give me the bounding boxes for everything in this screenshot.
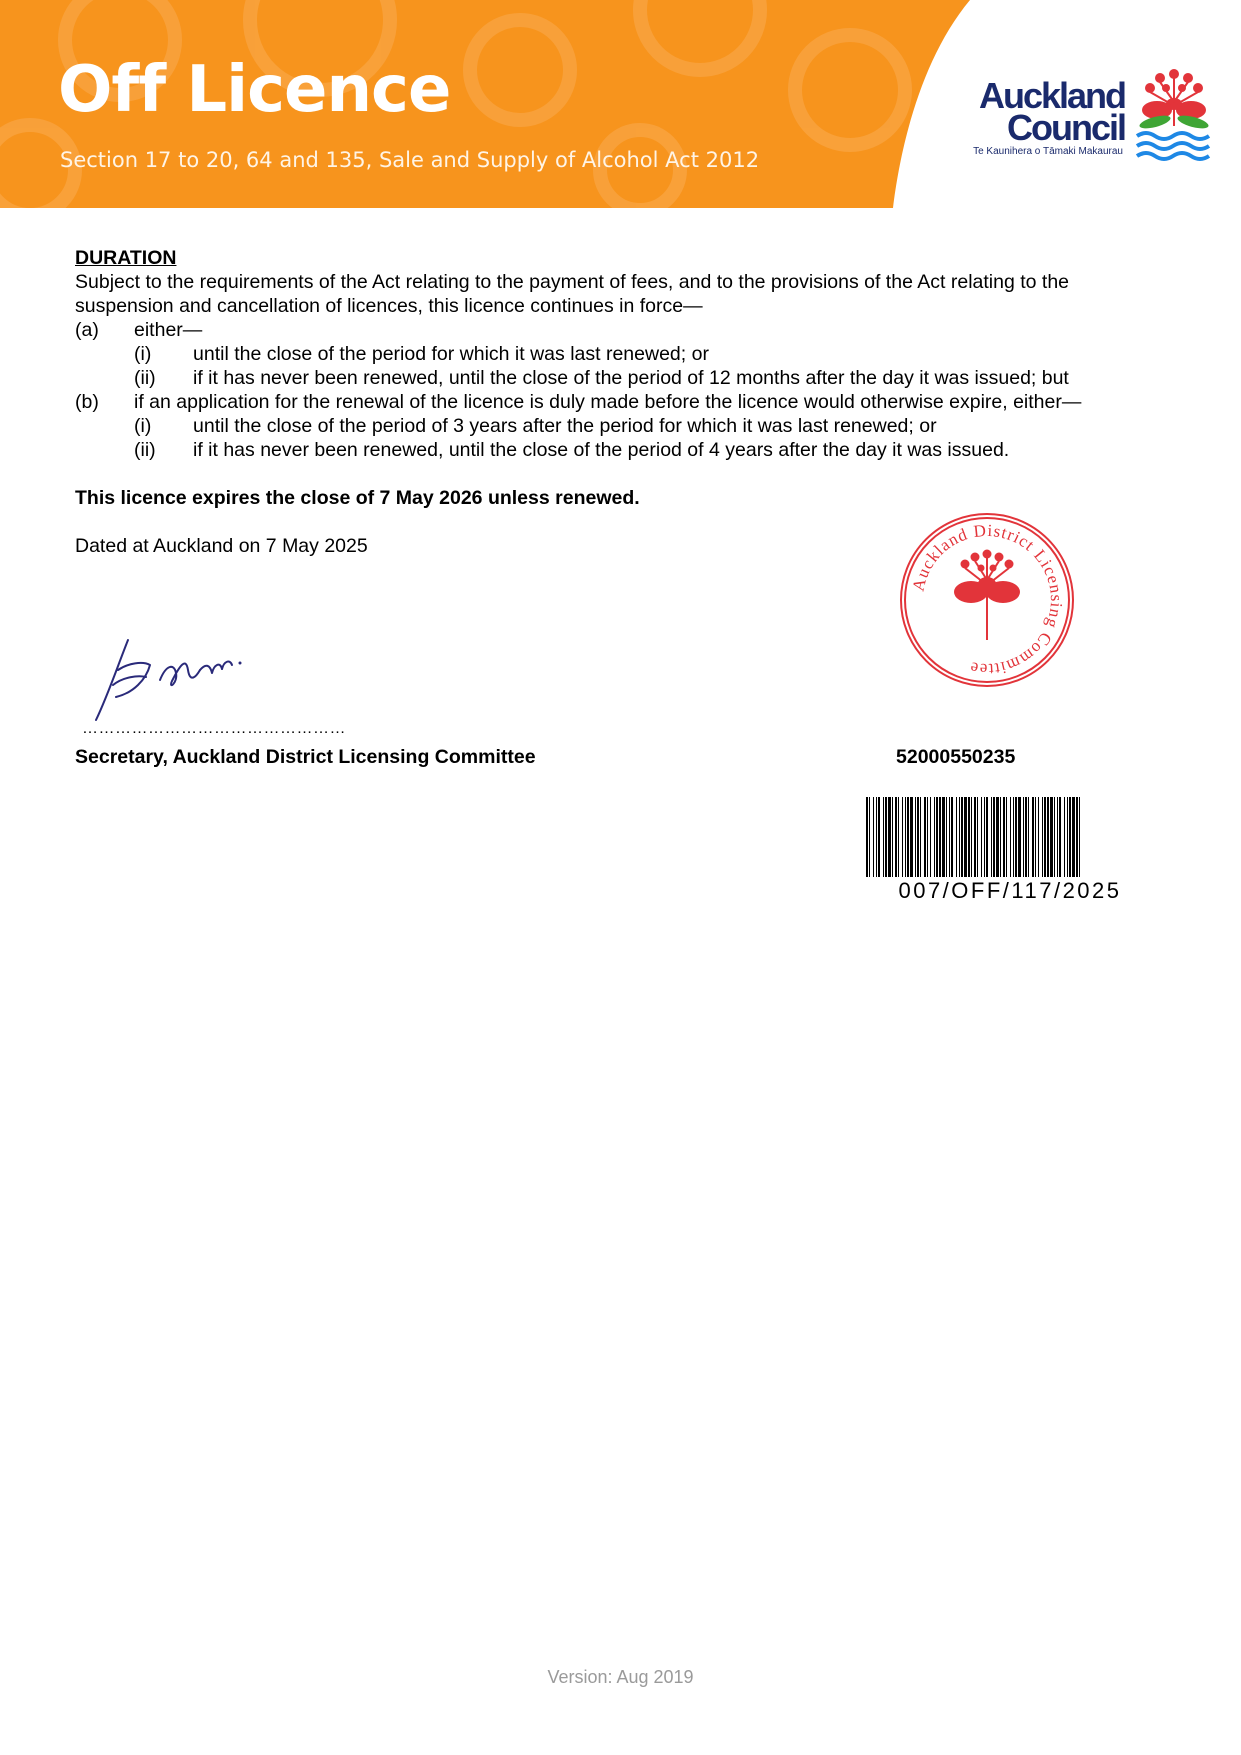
duration-intro-line-2: suspension and cancellation of licences, this licence continues in force—: [75, 295, 703, 317]
page-subtitle: Section 17 to 20, 64 and 135, Sale and Supply of Alcohol Act 2012: [60, 148, 760, 172]
clause-a-ii: [75, 366, 1185, 390]
barcode-bar: [991, 797, 992, 877]
barcode-bar: [878, 797, 880, 877]
barcode-bar: [1035, 797, 1036, 877]
barcode-bar: [1059, 797, 1061, 877]
svg-text:Auckland District Licensing Co: Auckland District Licensing Committee: [908, 520, 1067, 680]
barcode-bar: [934, 797, 935, 877]
barcode-bar: [1023, 797, 1024, 877]
barcode-bar: [956, 797, 957, 877]
clause-b-ii-label: (ii): [134, 439, 156, 461]
clause-b: [75, 390, 1185, 414]
version-footer: Version: Aug 2019: [547, 1667, 694, 1687]
barcode-bar: [1050, 797, 1053, 877]
dated-statement: Dated at Auckland on 7 May 2025: [75, 535, 368, 557]
barcode-bar: [1069, 797, 1071, 877]
barcode-bar: [873, 797, 874, 877]
clause-a-i-label: (i): [134, 343, 152, 365]
barcode-bar: [974, 797, 976, 877]
header-banner: [0, 0, 1241, 208]
barcode-bar: [1032, 797, 1034, 877]
barcode-bar: [869, 797, 870, 877]
barcode-bar: [927, 797, 928, 877]
logo-tagline: Te Kaunihera o Tāmaki Makaurau: [973, 146, 1123, 157]
barcode-bar: [971, 797, 972, 877]
barcode-bar: [1038, 797, 1039, 877]
barcode-bar: [968, 797, 970, 877]
logo-line-1: Auckland: [978, 75, 1125, 116]
barcode-bar: [895, 797, 897, 877]
barcode-bar: [959, 797, 960, 877]
barcode-bar: [996, 797, 999, 877]
barcode-bar: [898, 797, 899, 877]
barcode-bar: [1000, 797, 1001, 877]
barcode-bar: [949, 797, 950, 877]
duration-intro-line-1: Subject to the requirements of the Act relating to the payment of fees, and to the provisions of the Act relating to the: [75, 271, 1070, 293]
barcode-bar: [1010, 797, 1011, 877]
barcode-bar: [1064, 797, 1065, 877]
reference-number: 52000550235: [896, 746, 1016, 768]
clause-b-i-text: until the close of the period of 3 years after the period for which it was last renewed; or: [193, 415, 937, 437]
barcode-bar: [1025, 797, 1027, 877]
barcode-bar: [939, 797, 941, 877]
barcode-bar: [1042, 797, 1043, 877]
barcode-bar: [924, 797, 926, 877]
clause-a-ii-text: if it has never been renewed, until the close of the period of 12 months after the day it was issued; but: [193, 367, 1069, 389]
auckland-council-logo: [945, 66, 1215, 166]
barcode-bar: [1079, 797, 1080, 877]
signatory-title: Secretary, Auckland District Licensing Committee: [75, 746, 536, 768]
barcode: [866, 797, 1154, 877]
barcode-bar: [876, 797, 877, 877]
clause-a-label: (a): [75, 319, 99, 341]
barcode-text: 007/OFF/117/2025: [898, 878, 1122, 903]
duration-heading: DURATION: [75, 247, 177, 269]
clause-a: [75, 318, 1185, 342]
barcode-bar: [951, 797, 953, 877]
clause-a-ii-label: (ii): [134, 367, 156, 389]
barcode-bar: [1028, 797, 1029, 877]
clause-a-i-text: until the close of the period for which it was last renewed; or: [193, 343, 709, 365]
barcode-bar: [986, 797, 988, 877]
barcode-bar: [946, 797, 947, 877]
expiry-statement: This licence expires the close of 7 May 2026 unless renewed.: [75, 487, 640, 509]
barcode-bar: [866, 797, 868, 877]
barcode-bar: [1018, 797, 1021, 877]
barcode-bar: [915, 797, 916, 877]
handwritten-signature: [88, 625, 258, 725]
barcode-bar: [1054, 797, 1055, 877]
barcode-bar: [907, 797, 909, 877]
barcode-bar: [917, 797, 919, 877]
barcode-bar: [984, 797, 985, 877]
clause-b-ii-text: if it has never been renewed, until the close of the period of 4 years after the day it was issued.: [193, 439, 1010, 461]
barcode-bar: [977, 797, 978, 877]
clause-b-i: [75, 414, 1185, 438]
barcode-bar: [1067, 797, 1068, 877]
barcode-bar: [1003, 797, 1005, 877]
barcode-bar: [1047, 797, 1049, 877]
barcode-bar: [910, 797, 913, 877]
clause-b-label: (b): [75, 391, 99, 413]
barcode-bar: [964, 797, 967, 877]
clause-a-i: [75, 342, 1185, 366]
barcode-bar: [883, 797, 884, 877]
barcode-bar: [1076, 797, 1078, 877]
barcode-bar: [892, 797, 893, 877]
barcode-bar: [1044, 797, 1046, 877]
barcode-bar: [961, 797, 963, 877]
barcode-bar: [902, 797, 903, 877]
barcode-bar: [920, 797, 921, 877]
barcode-bar: [981, 797, 982, 877]
clause-b-i-label: (i): [134, 415, 152, 437]
page-title: Off Licence: [58, 53, 451, 127]
barcode-bar: [1072, 797, 1075, 877]
barcode-bar: [993, 797, 995, 877]
barcode-bar: [1015, 797, 1017, 877]
barcode-bar: [936, 797, 938, 877]
barcode-bar: [905, 797, 906, 877]
barcode-bar: [888, 797, 891, 877]
barcode-bar: [1057, 797, 1058, 877]
barcode-bar: [885, 797, 887, 877]
pohutukawa-logo-icon: [1133, 66, 1215, 162]
clause-a-text: either—: [134, 319, 203, 341]
barcode-bar: [942, 797, 945, 877]
logo-line-2: Council: [1007, 107, 1125, 148]
clause-b-ii: [75, 438, 1185, 462]
barcode-bar: [1013, 797, 1014, 877]
clause-b-text: if an application for the renewal of the licence is duly made before the licence would otherwise expire, either—: [134, 391, 1082, 413]
barcode-bar: [930, 797, 931, 877]
licensing-committee-seal: [897, 510, 1077, 690]
signature-dotted-line: …………………………………………: [82, 720, 346, 737]
barcode-bar: [1006, 797, 1007, 877]
